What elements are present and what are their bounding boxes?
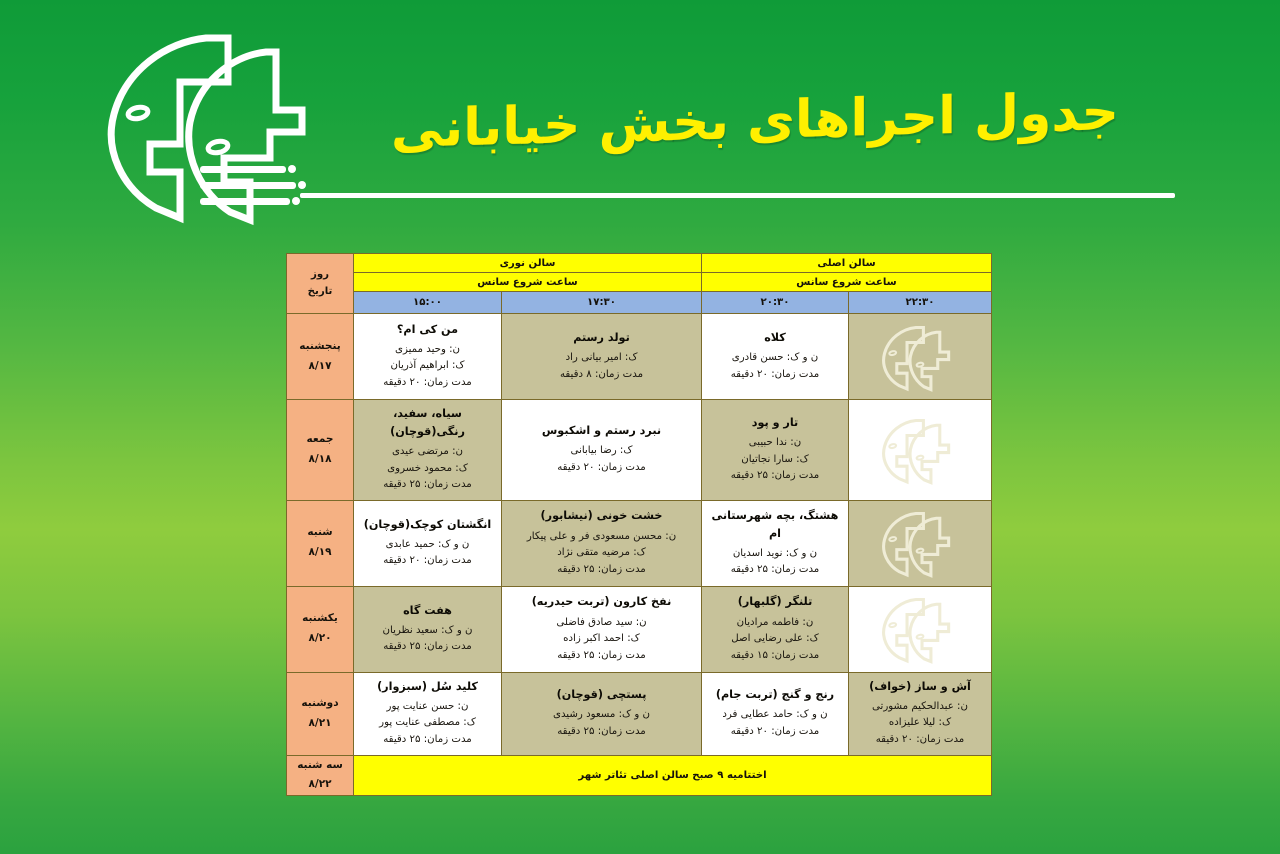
closing-ceremony-row — [287, 755, 992, 796]
performance-title: کلید سُل (سبزوار) — [377, 679, 478, 693]
day-date-header — [287, 254, 354, 314]
day-name: شنبه — [307, 526, 333, 539]
page-title: جدول اجراهای بخش خیابانی — [391, 82, 1119, 160]
performance-info — [354, 673, 501, 755]
page-title-wrap — [380, 82, 1130, 160]
session-start-label-nouri: ساعت شروع سانس — [354, 273, 702, 292]
performance-credit: ن و ک: حسن قادری — [731, 352, 819, 364]
performance-duration: مدت زمان: ۲۵ دقیقه — [383, 479, 472, 491]
venue-header-row — [287, 254, 992, 273]
performance-info — [354, 506, 501, 580]
performance-duration: مدت زمان: ۲۰ دقیقه — [730, 725, 820, 737]
performance-cell[interactable] — [702, 500, 849, 586]
performance-title: آش و ساز (خواف) — [869, 679, 971, 693]
performance-info — [502, 677, 701, 751]
performance-credit: ک: رضا بیابانی — [570, 445, 633, 457]
day-date-cell — [287, 314, 354, 400]
performance-title: هفت گاه — [403, 603, 452, 617]
schedule-row — [287, 586, 992, 672]
performance-credit: ن: ندا حبیبی — [748, 437, 802, 449]
performance-title: نفخ کارون (تربت حیدریه) — [531, 595, 672, 609]
performance-credit: ن و ک: حامد عطایی فرد — [722, 709, 828, 721]
day-date: ۸/۲۰ — [308, 632, 332, 645]
day-date-cell — [287, 672, 354, 755]
performance-info — [502, 588, 701, 670]
performance-duration: مدت زمان: ۲۵ دقیقه — [557, 563, 646, 575]
performance-credit: ن و ک: سعید نظریان — [382, 624, 473, 636]
performance-credit: ن: حسن عنایت پور — [386, 700, 469, 712]
performance-title: رنج و گنج (تربت جام) — [715, 688, 835, 702]
performance-info — [702, 677, 848, 751]
performance-cell[interactable] — [502, 500, 702, 586]
watermark-masks-icon — [872, 508, 969, 578]
performance-duration: مدت زمان: ۲۰ دقیقه — [557, 461, 646, 473]
performance-info — [354, 316, 501, 398]
schedule-table-body — [287, 254, 992, 796]
performance-cell[interactable] — [702, 314, 849, 400]
day-date: ۸/۱۸ — [308, 452, 332, 465]
closing-day-date: ۸/۲۲ — [308, 778, 332, 791]
day-date-cell — [287, 586, 354, 672]
time-header-2: ۲۰:۳۰ — [702, 292, 849, 314]
performance-credit: ک: امیر بیانی راد — [565, 352, 638, 364]
performance-title: تلنگر (گلبهار) — [737, 595, 813, 609]
performance-title: سیاه، سفید، رنگی(قوچان) — [390, 407, 465, 439]
watermark-holder — [849, 587, 991, 672]
performance-info — [702, 409, 848, 491]
performance-cell[interactable] — [502, 672, 702, 755]
performance-credit: ن: مرتضی عیدی — [391, 446, 464, 458]
schedule-row — [287, 672, 992, 755]
day-date: ۸/۱۷ — [308, 359, 332, 372]
title-divider — [300, 193, 1175, 198]
day-date: ۸/۱۹ — [308, 546, 332, 559]
watermark-masks-icon — [872, 594, 969, 664]
performance-credit: ن: وحید ممیزی — [394, 343, 461, 355]
performance-title: پستچی (قوچان) — [556, 688, 647, 702]
watermark-holder — [849, 314, 991, 399]
page-header — [0, 0, 1280, 240]
performance-credit: ک: علی رضایی اصل — [731, 633, 819, 645]
schedule-row — [287, 400, 992, 501]
watermark-masks-icon — [872, 322, 969, 392]
day-date-cell — [287, 400, 354, 501]
performance-title: خشت خونی (نیشابور) — [540, 509, 663, 523]
time-header-3: ۱۷:۳۰ — [502, 292, 702, 314]
watermark-masks-icon — [872, 415, 969, 485]
performance-credit: ک: مصطفی عنایت پور — [379, 717, 476, 729]
closing-ceremony-text: اختتامیه ۹ صبح سالن اصلی تئاتر شهر — [354, 755, 992, 796]
performance-duration: مدت زمان: ۲۰ دقیقه — [875, 734, 965, 745]
performance-cell[interactable] — [502, 586, 702, 672]
session-start-label-main: ساعت شروع سانس — [702, 273, 992, 292]
performance-duration: مدت زمان: ۲۵ دقیقه — [383, 734, 472, 745]
performance-duration: مدت زمان: ۲۰ دقیقه — [383, 555, 472, 567]
watermark-holder — [849, 501, 991, 586]
performance-credit: ن: فاطمه مرادیان — [736, 616, 814, 628]
performance-cell[interactable] — [502, 314, 702, 400]
closing-day-date-cell — [287, 755, 354, 796]
venue-name-nouri: سالن نوری — [354, 254, 702, 273]
performance-info — [849, 673, 991, 755]
performance-duration: مدت زمان: ۲۵ دقیقه — [383, 641, 472, 653]
watermark-cell — [849, 314, 992, 400]
day-name: پنجشنبه — [299, 339, 341, 352]
performance-info — [702, 320, 848, 394]
watermark-holder — [849, 407, 991, 492]
performance-cell[interactable] — [354, 500, 502, 586]
performance-credit: ک: مرضیه متقی نژاد — [557, 547, 646, 559]
performance-title: تولد رستم — [573, 330, 630, 344]
watermark-cell — [849, 400, 992, 501]
schedule-row — [287, 500, 992, 586]
performance-credit: ک: ابراهیم آذریان — [390, 360, 465, 372]
watermark-cell — [849, 586, 992, 672]
day-date: ۸/۲۱ — [308, 716, 332, 729]
day-name: یکشنبه — [302, 612, 338, 625]
performance-duration: مدت زمان: ۲۵ دقیقه — [730, 564, 820, 576]
day-name: جمعه — [306, 432, 334, 445]
performance-cell[interactable] — [702, 672, 849, 755]
watermark-cell — [849, 500, 992, 586]
day-date-cell — [287, 500, 354, 586]
performance-credit: ک: محمود خسروی — [387, 462, 468, 474]
performance-title: هشتگ، بچه شهرستانی ام — [711, 508, 839, 540]
performance-title: نبرد رستم و اشکبوس — [541, 424, 662, 438]
performance-credit: ن: عبدالحکیم مشورتی — [872, 700, 968, 712]
performance-cell[interactable] — [354, 586, 502, 672]
time-header-4: ۱۵:۰۰ — [354, 292, 502, 314]
performance-credit: ن و ک: حمید عابدی — [385, 538, 470, 550]
performance-duration: مدت زمان: ۲۵ دقیقه — [557, 725, 646, 737]
schedule-table — [286, 253, 992, 796]
performance-duration: مدت زمان: ۲۰ دقیقه — [730, 368, 820, 380]
performance-info — [702, 588, 848, 670]
performance-title: انگشتان کوچک(قوچان) — [363, 517, 492, 531]
performance-cell[interactable] — [849, 672, 992, 755]
performance-title: تار و پود — [751, 416, 799, 430]
performance-title: کلاه — [764, 330, 786, 344]
logo-wordmark — [200, 165, 306, 205]
performance-credit: ن و ک: نوید اسدیان — [732, 547, 818, 559]
performance-credit: ک: لیلا علیزاده — [888, 717, 952, 729]
performance-cell[interactable] — [354, 314, 502, 400]
performance-cell[interactable] — [354, 400, 502, 501]
date-header-label: تاریخ — [307, 285, 333, 297]
performance-info — [702, 502, 848, 585]
performance-info — [354, 592, 501, 666]
performance-title: من کی ام؟ — [396, 322, 459, 336]
schedule-table-wrap — [287, 253, 992, 796]
performance-cell[interactable] — [702, 400, 849, 501]
performance-cell[interactable] — [702, 586, 849, 672]
day-name: دوشنبه — [301, 696, 339, 709]
performance-info — [502, 320, 701, 394]
performance-credit: ن و ک: مسعود رشیدی — [552, 709, 650, 721]
closing-day-name: سه شنبه — [297, 758, 343, 771]
performance-cell[interactable] — [354, 672, 502, 755]
performance-info — [502, 502, 701, 584]
performance-duration: مدت زمان: ۲۵ دقیقه — [557, 649, 646, 661]
performance-duration: مدت زمان: ۱۵ دقیقه — [730, 649, 820, 661]
performance-duration: مدت زمان: ۲۵ دقیقه — [730, 470, 820, 482]
performance-credit: ک: احمد اکبر زاده — [563, 633, 640, 645]
time-header-1: ۲۲:۳۰ — [849, 292, 992, 314]
performance-info — [354, 400, 501, 500]
schedule-row — [287, 314, 992, 400]
performance-duration: مدت زمان: ۲۰ دقیقه — [383, 376, 472, 388]
performance-credit: ن: محسن مسعودی فر و علی پیکار — [526, 530, 677, 542]
performance-duration: مدت زمان: ۸ دقیقه — [559, 368, 644, 380]
performance-credit: ن: سید صادق فاضلی — [556, 616, 647, 628]
performance-cell[interactable] — [502, 400, 702, 501]
session-start-subheader-row — [287, 273, 992, 292]
time-header-row — [287, 292, 992, 314]
performance-info — [502, 413, 701, 487]
venue-name-main: سالن اصلی — [702, 254, 992, 273]
performance-credit: ک: سارا نجاتیان — [741, 453, 809, 465]
day-header-label: روز — [310, 268, 330, 280]
